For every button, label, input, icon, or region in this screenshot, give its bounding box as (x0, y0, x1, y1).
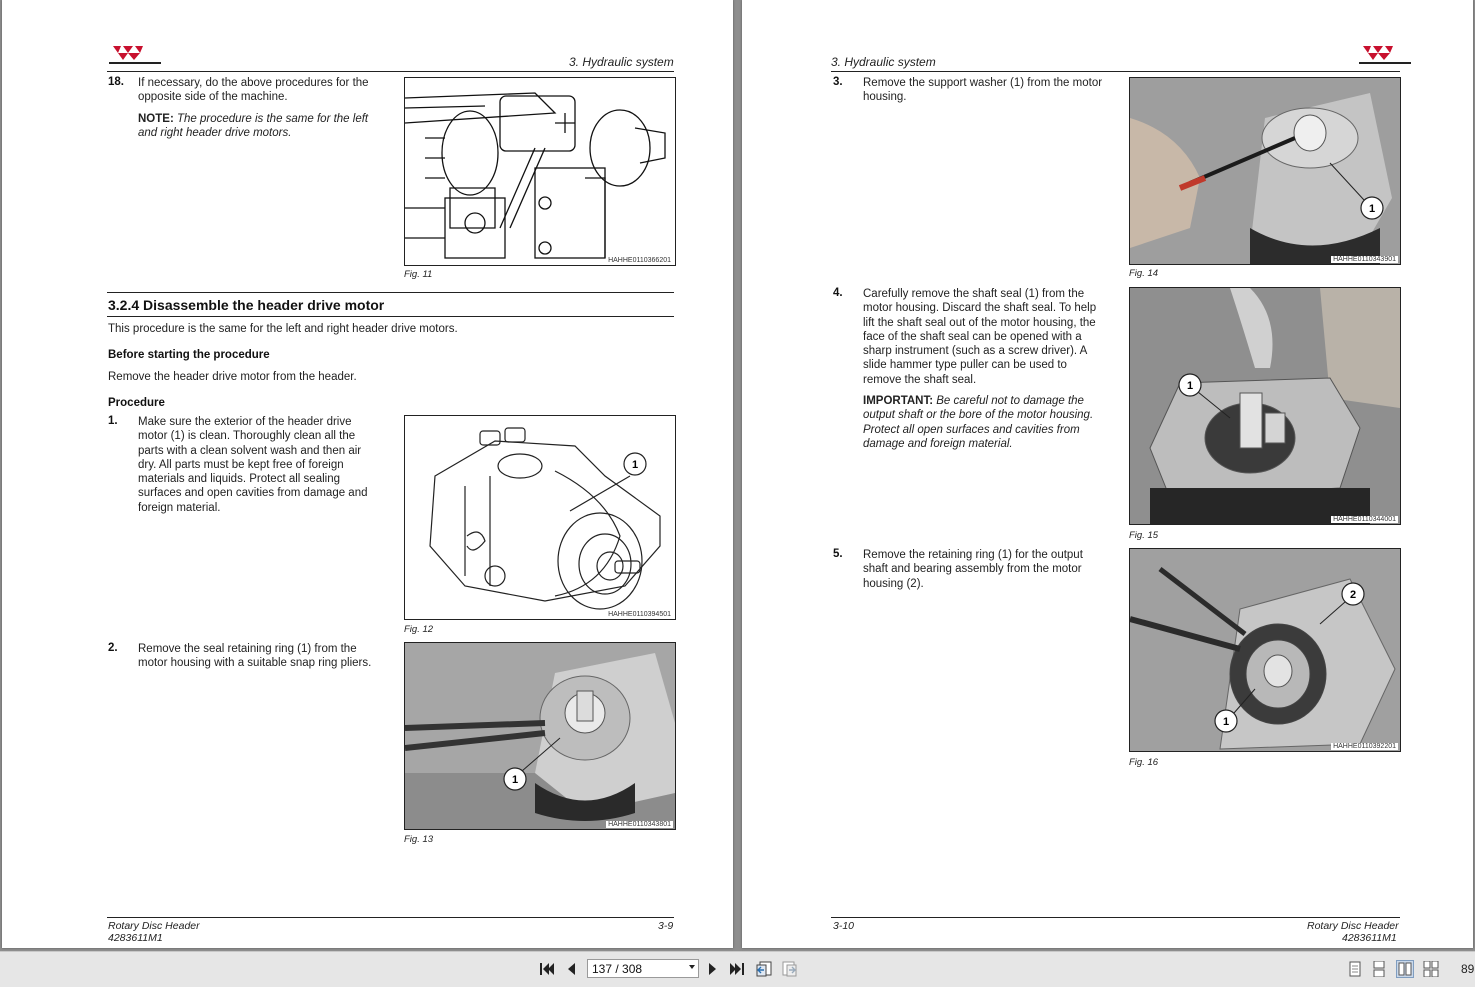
figure-shaft-seal-photo (1129, 287, 1401, 525)
step-text: Make sure the exterior of the header drive motor (1) is clean. Thoroughly clean all the parts with a clean solvent wash and then air dry. All parts must be kept free of foreign materials and liquids. Protect all sealing surfaces and open cavities from damage and foreign material. (138, 416, 368, 514)
footer-page-number: 3-9 (658, 920, 674, 932)
step-number: 4. (833, 287, 843, 299)
viewer-toolbar (0, 951, 1475, 987)
procedure-heading: Procedure (108, 397, 165, 409)
figure-caption: Fig. 11 (404, 269, 433, 280)
next-view-icon[interactable] (781, 960, 799, 978)
right-page (742, 0, 1473, 948)
section-intro: This procedure is the same for the left and right header drive motors. (108, 323, 458, 335)
footer-part-number: 4283611M1 (108, 932, 163, 944)
step-text: Remove the support washer (1) from the motor housing. (863, 77, 1103, 104)
prev-view-icon[interactable] (755, 960, 773, 978)
left-page (2, 0, 733, 948)
footer-rule (107, 917, 674, 918)
running-head: 3. Hydraulic system (831, 55, 936, 69)
important-note (863, 394, 1103, 451)
step-number: 3. (833, 76, 843, 88)
facing-icon[interactable] (1396, 960, 1414, 978)
note-label: NOTE: (138, 113, 174, 125)
step-number: 5. (833, 548, 843, 560)
section-rule-bottom (107, 316, 674, 317)
step-text: Remove the seal retaining ring (1) from the motor housing with a suitable snap ring pliers. (138, 643, 372, 670)
page-number-input[interactable] (587, 959, 699, 978)
note (138, 112, 370, 141)
zoom-level[interactable]: 89 (1461, 962, 1475, 976)
figure-callout: 2 (1349, 589, 1357, 601)
figure-caption: Fig. 14 (1129, 268, 1159, 279)
last-page-icon[interactable] (728, 960, 746, 978)
figure-caption: Fig. 12 (404, 624, 434, 635)
footer-title: Rotary Disc Header (108, 920, 200, 932)
chevron-down-icon[interactable] (689, 965, 695, 969)
header-rule (107, 71, 674, 72)
figure-caption: Fig. 15 (1129, 530, 1159, 541)
figure-caption: Fig. 16 (1129, 757, 1159, 768)
before-heading: Before starting the procedure (108, 349, 270, 361)
step-number: 18. (108, 76, 124, 88)
section-rule-top (107, 292, 674, 293)
footer-title: Rotary Disc Header (1307, 920, 1399, 932)
figure-snap-ring-photo (404, 642, 676, 830)
note-text: The procedure is the same for the left and right header drive motors. (138, 113, 369, 140)
figure-callout: 1 (511, 774, 519, 786)
step-text: Carefully remove the shaft seal (1) from the motor housing. Discard the shaft seal. To help lift the shaft seal out of the motor housing, the face of the shaft seal can be opened with a sharp instrument (such as a screw driver). A slide hammer type puller can be used to remove the shaft seal. (863, 288, 1097, 386)
next-page-icon[interactable] (704, 960, 722, 978)
footer-part-number: 4283611M1 (1342, 932, 1397, 944)
brand-logo (1357, 40, 1413, 66)
figure-code: HAHHE0110344001 (1333, 516, 1396, 523)
single-page-icon[interactable] (1346, 960, 1364, 978)
brand-logo (107, 40, 163, 66)
figure-code: HAHHE0110343801 (608, 821, 671, 828)
first-page-icon[interactable] (538, 960, 556, 978)
prev-page-icon[interactable] (562, 960, 580, 978)
figure-callout: 1 (1186, 380, 1194, 392)
figure-support-washer-photo (1129, 77, 1401, 265)
figure-code: HAHHE0110392201 (1333, 743, 1396, 750)
footer-rule (831, 917, 1400, 918)
figure-motor-assembly (404, 77, 676, 266)
figure-code: HAHHE0110343901 (1333, 256, 1396, 263)
continuous-icon[interactable] (1370, 960, 1388, 978)
figure-motor-drawing (404, 415, 676, 620)
running-head: 3. Hydraulic system (569, 55, 674, 69)
header-rule (831, 71, 1400, 72)
figure-callout: 1 (1368, 203, 1376, 215)
step-number: 1. (108, 415, 118, 427)
step-text: If necessary, do the above procedures for the opposite side of the machine. (138, 77, 369, 104)
continuous-facing-icon[interactable] (1422, 960, 1440, 978)
figure-code: HAHHE0110394501 (608, 611, 671, 618)
page-indicator: 137 / 308 (592, 962, 643, 976)
step-number: 2. (108, 642, 118, 654)
footer-page-number: 3-10 (833, 920, 855, 932)
figure-caption: Fig. 13 (404, 834, 434, 845)
figure-retaining-ring-photo (1129, 548, 1401, 752)
important-text: Be careful not to damage the output shaft or the bore of the motor housing. Protect all open surfaces and cavities from damage and foreign material. (863, 395, 1094, 450)
section-title: 3.2.4 Disassemble the header drive motor (108, 297, 385, 313)
before-text: Remove the header drive motor from the header. (108, 371, 357, 383)
figure-callout: 1 (1222, 716, 1230, 728)
figure-code: HAHHE0110366201 (608, 257, 671, 264)
figure-callout: 1 (631, 459, 639, 471)
important-label: IMPORTANT: (863, 395, 934, 407)
step-text: Remove the retaining ring (1) for the output shaft and bearing assembly from the motor housing (2). (863, 549, 1083, 590)
